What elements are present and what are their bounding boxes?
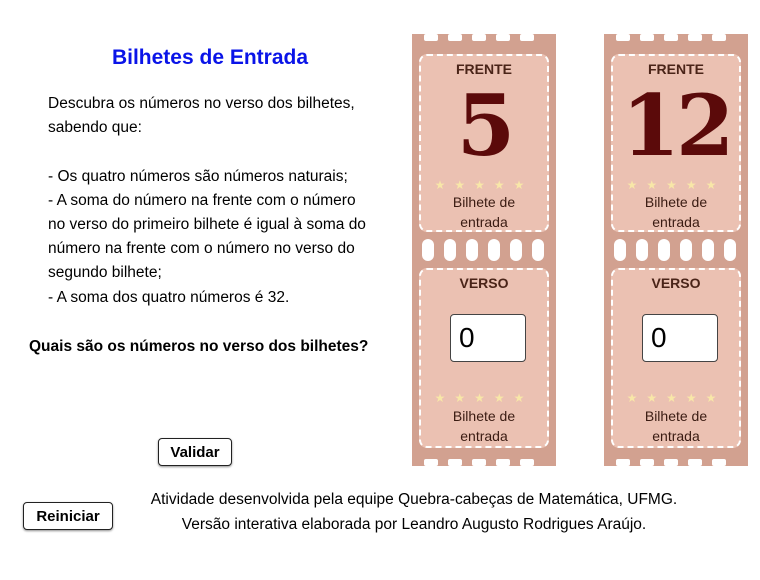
ticket-hole	[466, 239, 478, 261]
verso-input-ticket-2[interactable]	[642, 314, 718, 362]
perforation-notch	[712, 459, 726, 466]
caption-line: entrada	[460, 214, 508, 230]
ticket-hole	[510, 239, 522, 261]
ticket-hole	[658, 239, 670, 261]
credits-line: Versão interativa elaborada por Leandro Augusto Rodrigues Araújo.	[181, 516, 647, 533]
perforation-notch	[448, 34, 462, 41]
ticket-hole	[614, 239, 626, 261]
perforation-notch	[448, 459, 462, 466]
perforation-notch	[424, 34, 438, 41]
ticket-hole	[724, 239, 736, 261]
back-label: VERSO	[651, 275, 701, 291]
perforation-notch	[640, 34, 654, 41]
ticket-hole	[680, 239, 692, 261]
description-line: - A soma do número na frente com o número	[48, 191, 356, 209]
perforation-notch	[664, 34, 678, 41]
description-line	[48, 140, 388, 164]
back-label: VERSO	[459, 275, 509, 291]
ticket-caption	[613, 192, 739, 232]
ticket-hole	[702, 239, 714, 261]
perforation-notch	[616, 459, 630, 466]
description-line: segundo bilhete;	[48, 264, 162, 282]
page-title: Bilhetes de Entrada	[111, 46, 309, 69]
front-number: 5	[456, 76, 512, 175]
perforation-notch	[496, 34, 510, 41]
ticket-front-panel	[611, 54, 741, 232]
perforation-notch	[640, 459, 654, 466]
stars-decoration: ★★★★★	[626, 391, 726, 405]
ticket-front-panel	[419, 54, 549, 232]
caption-line: entrada	[652, 428, 700, 444]
caption-line: Bilhete de	[644, 408, 708, 424]
perforation-notch	[664, 459, 678, 466]
description-line: - Os quatro números são números naturais;	[48, 167, 348, 185]
perforation-notch	[472, 459, 486, 466]
verso-input-ticket-1[interactable]	[450, 314, 526, 362]
ticket-hole	[444, 239, 456, 261]
front-label: FRENTE	[456, 61, 512, 77]
caption-line: Bilhete de	[452, 408, 516, 424]
front-number: 12	[621, 76, 731, 175]
perforation-notch	[520, 459, 534, 466]
perforation-notch	[424, 459, 438, 466]
stars-decoration: ★★★★★	[626, 178, 726, 192]
caption-line: entrada	[460, 428, 508, 444]
description-line: no verso do primeiro bilhete é igual à soma do	[48, 216, 366, 234]
ticket-caption	[613, 406, 739, 446]
perforation-notch	[472, 34, 486, 41]
ticket-hole	[488, 239, 500, 261]
question-text: Quais são os números no verso dos bilhetes?	[29, 338, 369, 355]
caption-line: Bilhete de	[452, 194, 516, 210]
validate-button[interactable]: Validar	[158, 438, 232, 466]
ticket-caption	[421, 406, 547, 446]
caption-line: Bilhete de	[644, 194, 708, 210]
perforation-notch	[616, 34, 630, 41]
ticket-back-panel	[419, 268, 549, 448]
description-line: sabendo que:	[48, 119, 142, 137]
credits	[124, 487, 704, 537]
ticket-hole	[422, 239, 434, 261]
caption-line: entrada	[652, 214, 700, 230]
stars-decoration: ★★★★★	[434, 178, 534, 192]
perforation-notch	[496, 459, 510, 466]
stars-decoration: ★★★★★	[434, 391, 534, 405]
credits-line: Atividade desenvolvida pela equipe Quebra-cabeças de Matemática, UFMG.	[150, 491, 678, 508]
perforation-notch	[520, 34, 534, 41]
ticket-2	[604, 34, 748, 466]
problem-description	[48, 92, 388, 310]
ticket-holes	[412, 239, 556, 261]
description-line: Descubra os números no verso dos bilhetes,	[48, 95, 355, 112]
perforation-notch	[688, 34, 702, 41]
description-line: - A soma dos quatro números é 32.	[48, 288, 290, 306]
description-line: número na frente com o número no verso do	[48, 240, 355, 258]
ticket-holes	[604, 239, 748, 261]
perforation-notch	[712, 34, 726, 41]
ticket-back-panel	[611, 268, 741, 448]
ticket-1	[412, 34, 556, 466]
perforation-notch	[688, 459, 702, 466]
ticket-hole	[532, 239, 544, 261]
ticket-caption	[421, 192, 547, 232]
reset-button[interactable]: Reiniciar	[23, 502, 113, 530]
ticket-hole	[636, 239, 648, 261]
front-label: FRENTE	[648, 61, 704, 77]
